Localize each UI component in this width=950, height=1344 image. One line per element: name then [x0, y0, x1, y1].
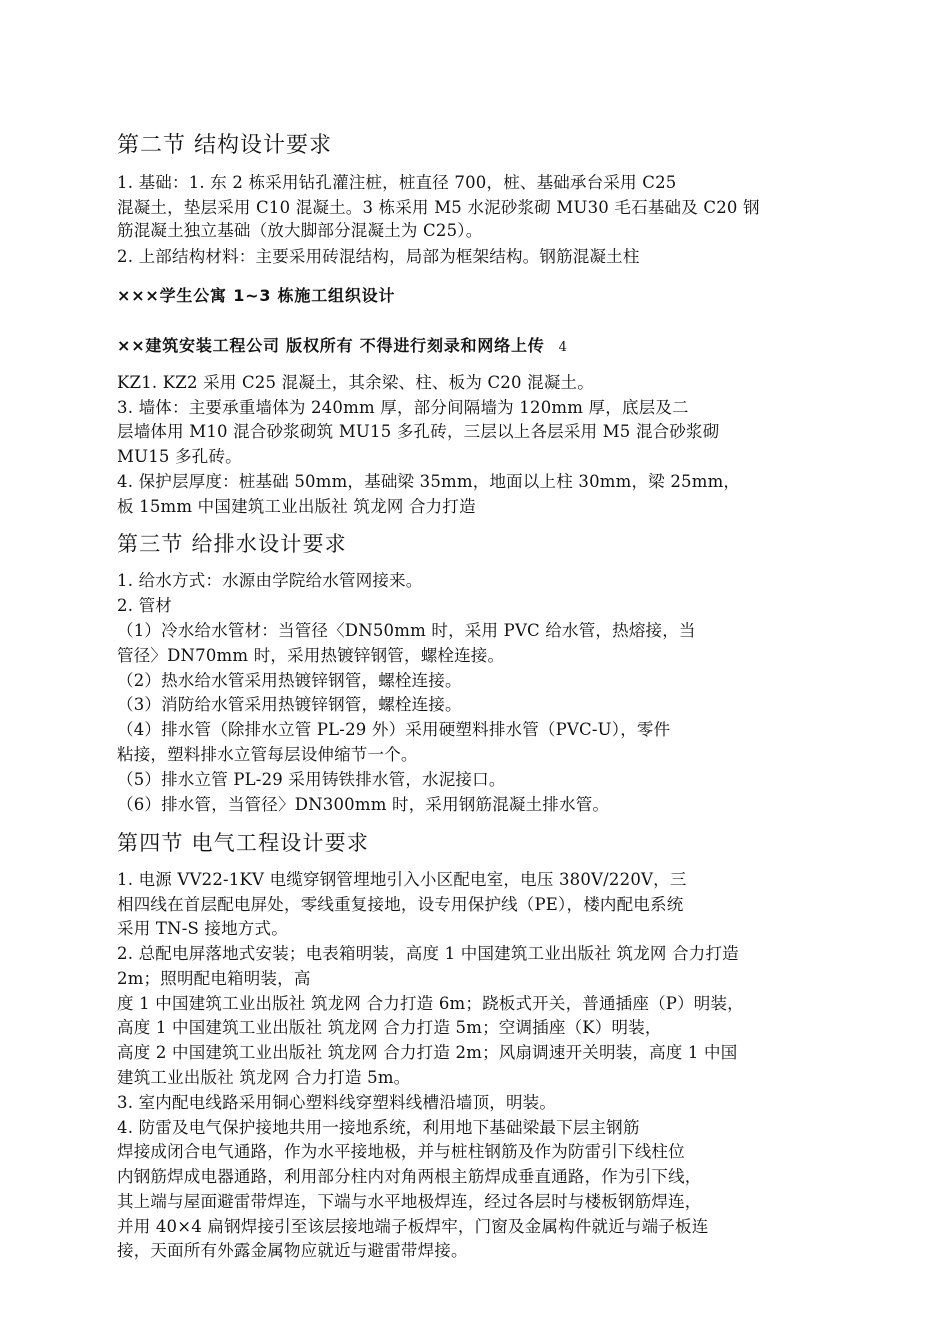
- page-number: 4: [558, 340, 568, 355]
- section-2-line: 筋混凝土独立基础（放大脚部分混凝土为 C25）。: [117, 221, 483, 240]
- section-2-line: 混凝土，垫层采用 C10 混凝土。3 栋采用 M5 水泥砂浆砌 MU30 毛石基础及 C20 钢: [117, 198, 760, 217]
- section-4-line: 其上端与屋面避雷带焊连，下端与水平地极焊连，经过各层时与楼板钢筋焊连，: [117, 1192, 702, 1211]
- section-4-line: 建筑工业出版社 筑龙网 合力打造 5m。: [117, 1068, 411, 1087]
- section-4-line: 高度 2 中国建筑工业出版社 筑龙网 合力打造 2m；风扇调速开关明装，高度 1 中国: [117, 1043, 738, 1062]
- section-4-line: 并用 40×4 扁钢焊接引至该层接地端子板焊牢，门窗及金属构件就近与端子板连: [117, 1217, 709, 1236]
- section-2-cont-line: 层墙体用 M10 混合砂浆砌筑 MU15 多孔砖，三层以上各层采用 M5 混合砂浆砌: [117, 422, 720, 441]
- section-3-line: 1. 给水方式：水源由学院给水管网接来。: [117, 571, 423, 590]
- document-title-header: ×××学生公寓 1~3 栋施工组织设计: [117, 286, 396, 305]
- section-3-line: （4）排水管（除排水立管 PL-29 外）采用硬塑料排水管（PVC-U），零件: [117, 720, 671, 739]
- copyright-header: [117, 335, 568, 359]
- section-2-line: 1. 基础：1. 东 2 栋采用钻孔灌注桩，桩直径 700，桩、基础承台采用 C25: [117, 173, 677, 192]
- section-4-line: 1. 电源 VV22-1KV 电缆穿钢管埋地引入小区配电室，电压 380V/220V，三: [117, 870, 687, 889]
- section-4-line: 4. 防雷及电气保护接地共用一接地系统，利用地下基础梁最下层主钢筋: [117, 1118, 640, 1137]
- section-4-line: 焊接成闭合电气通路，作为水平接地极，并与桩柱钢筋及作为防雷引下线柱位: [117, 1142, 685, 1161]
- section-2-cont-line: 板 15mm 中国建筑工业出版社 筑龙网 合力打造: [117, 497, 476, 516]
- section-4-line: 3. 室内配电线路采用铜心塑料线穿塑料线槽沿墙顶，明装。: [117, 1093, 557, 1112]
- section-4-line: 内钢筋焊成电器通路，利用部分柱内对角两根主筋焊成垂直通路，作为引下线，: [117, 1167, 702, 1186]
- section-4-line: 采用 TN-S 接地方式。: [117, 919, 288, 938]
- section-3-line: （2）热水给水管采用热镀锌钢管，螺栓连接。: [117, 671, 462, 690]
- section-3-title: 第三节 给排水设计要求: [117, 532, 347, 556]
- section-3-line: 管径〉DN70mm 时，采用热镀锌钢管，螺栓连接。: [117, 646, 505, 665]
- section-3-line: （6）排水管，当管径〉DN300mm 时，采用钢筋混凝土排水管。: [117, 795, 610, 814]
- section-2-cont-line: 4. 保护层厚度：桩基础 50mm，基础梁 35mm，地面以上柱 30mm，梁 25mm，: [117, 472, 741, 491]
- section-3-line: （5）排水立管 PL-29 采用铸铁排水管，水泥接口。: [117, 770, 506, 789]
- copyright-text: ××建筑安装工程公司 版权所有 不得进行刻录和网络上传: [117, 336, 545, 355]
- section-3-line: 粘接，塑料排水立管每层设伸缩节一个。: [117, 745, 418, 764]
- section-2-line: 2. 上部结构材料：主要采用砖混结构，局部为框架结构。钢筋混凝土柱: [117, 247, 640, 266]
- section-4-title: 第四节 电气工程设计要求: [117, 831, 370, 855]
- section-2-cont-line: MU15 多孔砖。: [117, 447, 242, 466]
- section-4-line: 2m；照明配电箱明装，高: [117, 969, 311, 988]
- section-2-title: 第二节 结构设计要求: [117, 133, 332, 158]
- section-4-line: 相四线在首层配电屏处，零线重复接地，设专用保护线（PE），楼内配电系统: [117, 895, 684, 914]
- section-4-line: 度 1 中国建筑工业出版社 筑龙网 合力打造 6m；跷板式开关，普通插座（P）明装，: [117, 994, 744, 1013]
- section-3-line: （1）冷水给水管材：当管径〈DN50mm 时，采用 PVC 给水管，热熔接，当: [117, 621, 696, 640]
- section-4-line: 接，天面所有外露金属物应就近与避雷带焊接。: [117, 1241, 468, 1260]
- section-4-line: 2. 总配电屏落地式安装；电表箱明装，高度 1 中国建筑工业出版社 筑龙网 合力打造: [117, 944, 739, 963]
- section-3-line: （3）消防给水管采用热镀锌钢管，螺栓连接。: [117, 695, 462, 714]
- section-2-cont-line: 3. 墙体：主要承重墙体为 240mm 厚，部分间隔墙为 120mm 厚，底层及二: [117, 398, 689, 417]
- section-3-line: 2. 管材: [117, 596, 172, 615]
- section-2-cont-line: KZ1. KZ2 采用 C25 混凝土，其余梁、柱、板为 C20 混凝土。: [117, 373, 594, 392]
- section-4-line: 高度 1 中国建筑工业出版社 筑龙网 合力打造 5m；空调插座（K）明装，: [117, 1018, 662, 1037]
